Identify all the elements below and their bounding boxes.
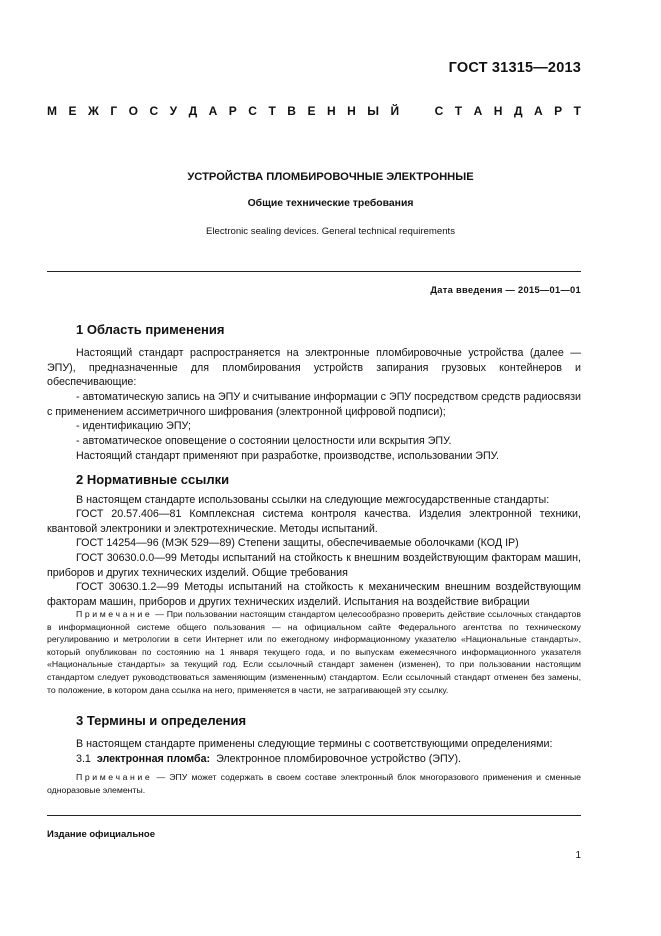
term-number: 3.1 <box>76 753 91 765</box>
note-label: Примечание <box>76 609 153 619</box>
references-note <box>47 608 581 696</box>
references-intro: В настоящем стандарте использованы ссылки на следующие межгосударственные стандарты: <box>76 494 550 506</box>
standard-type <box>47 104 581 118</box>
terms-intro: В настоящем стандарте применены следующие термины с соответствующими определениями: <box>76 738 553 750</box>
page-number: 1 <box>575 850 581 861</box>
divider-bottom <box>47 815 581 816</box>
reference-item: ГОСТ 20.57.406—81 Комплексная система контроля качества. Изделия электронной техники, квантовой электроники и электротехнические. Методы испытаний. <box>47 508 581 535</box>
term-definition: Электронное пломбировочное устройство (ЭПУ). <box>216 753 461 765</box>
note-label: Примечание <box>76 772 153 782</box>
reference-item: ГОСТ 30630.0.0—99 Методы испытаний на стойкость к внешним воздействующим факторам машин, приборов и других технических изделий. Общие требования <box>47 552 581 579</box>
standard-type-text: М Е Ж Г О С У Д А Р С Т В Е Н Н Ы Й С Т А Н Д А Р Т <box>47 104 581 118</box>
scope-item: - идентификацию ЭПУ; <box>76 420 192 432</box>
section-heading-scope: 1 Область применения <box>76 322 225 337</box>
reference-item: ГОСТ 30630.1.2—99 Методы испытаний на стойкость к механическим внешним воздействующим факторам машин, приборов и других технических изделий. Испытания на воздействие вибрации <box>47 581 581 608</box>
section-heading-references: 2 Нормативные ссылки <box>76 472 230 487</box>
document-title: УСТРОЙСТВА ПЛОМБИРОВОЧНЫЕ ЭЛЕКТРОННЫЕ <box>187 171 474 183</box>
term-entry <box>47 752 581 767</box>
term-name: электронная пломба: <box>96 753 211 765</box>
section-heading-terms: 3 Термины и определения <box>76 713 247 728</box>
standard-code: ГОСТ 31315—2013 <box>448 60 581 76</box>
reference-item: ГОСТ 14254—96 (МЭК 529—89) Степени защиты, обеспечиваемые оболочками (КОД IP) <box>76 537 519 549</box>
divider-top <box>47 271 581 272</box>
scope-paragraph: Настоящий стандарт применяют при разработке, производстве, использовании ЭПУ. <box>76 450 499 462</box>
scope-item: - автоматическую запись на ЭПУ и считывание информации с ЭПУ посредством средств радиосвязи с применением ассиметричного шифрования (электронной цифровой подписи); <box>47 391 581 418</box>
scope-item: - автоматическое оповещение о состоянии целостности или вскрытия ЭПУ. <box>76 435 452 447</box>
introduction-date: Дата введения — 2015—01—01 <box>430 285 581 295</box>
scope-paragraph: Настоящий стандарт распространяется на электронные пломбировочные устройства (далее — ЭПУ), предназначенные для пломбирования устройств запирания грузовых контейнеров и обеспечивающие: <box>47 347 581 389</box>
document-subtitle: Общие технические требования <box>247 198 414 209</box>
note-text: — При пользовании настоящим стандартом целесообразно проверить действие ссылочных стандартов в информационной системе общего пользования — на официальном сайте Федерального агентства по техническому регулированию и метрологии в сети Интернет или по ежегодному информационному указателю «Национальные стандарты», который опубликован по состоянию на 1 января текущего года, и по выпускам ежемесячного информационного указателя «Национальные стандарты» за текущий год. Если ссылочный стандарт заменен (изменен), то при пользовании настоящим стандартом следует руководствоваться заменяющим (измененным) стандартом. Если ссылочный стандарт отменен без замены, то положение, в котором дана ссылка на него, применяется в части, не затрагивающей эту ссылку. <box>47 609 581 695</box>
edition-label: Издание официальное <box>47 829 155 840</box>
document-title-english: Electronic sealing devices. General technical requirements <box>205 226 456 237</box>
terms-note <box>47 771 581 796</box>
note-text: — ЭПУ может содержать в своем составе электронный блок многоразового применения и сменные одноразовые элементы. <box>47 772 581 795</box>
